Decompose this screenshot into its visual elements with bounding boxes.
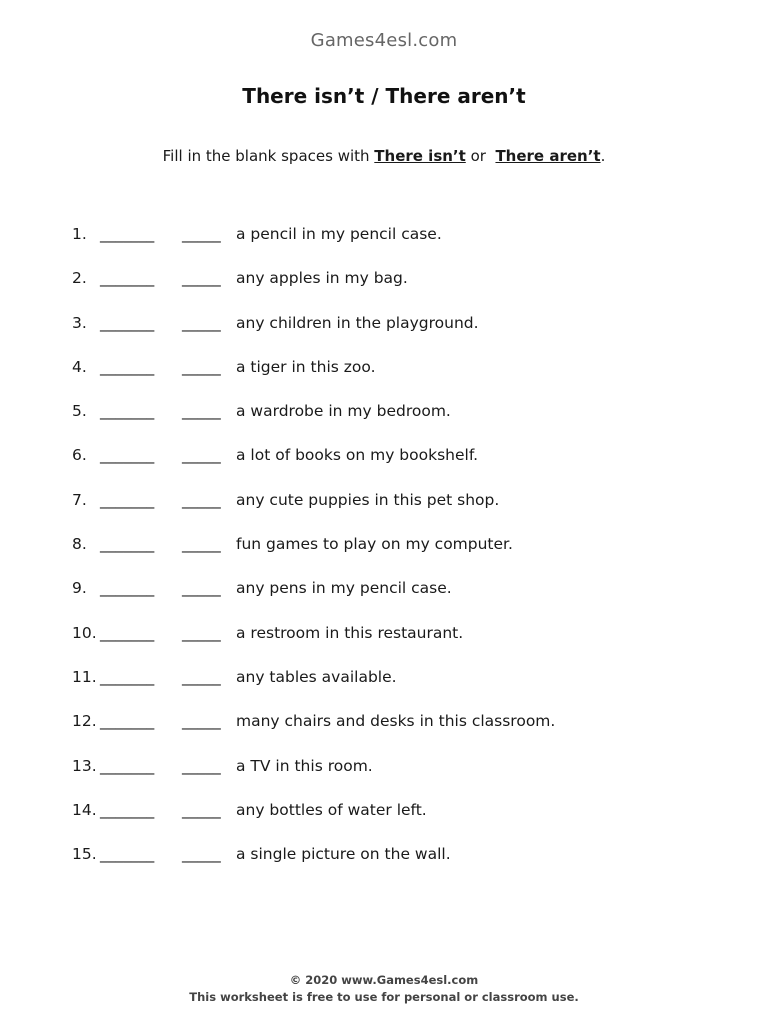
answer-blank-2: _____ [182,357,221,376]
answer-blank-2: _____ [182,225,221,243]
answer-blank-1: _______ [100,225,155,243]
question-list [72,225,555,889]
answer-blank-2: _____ [182,269,221,288]
answer-blank-1: _______ [100,357,155,376]
question-number: 5. [72,402,87,421]
footer-copyright: © 2020 www.Games4esl.com [289,973,479,987]
instructions-middle: or [465,147,496,165]
question-item [72,491,555,535]
answer-blank-1: _______ [100,712,155,731]
question-item [72,535,555,579]
answer-blank-2: _____ [182,756,221,775]
answer-blank-1: _______ [100,579,155,598]
question-item [72,624,555,668]
answer-blank-1: _______ [100,623,155,642]
question-number: 6. [72,446,87,465]
instructions-option-there-arent: There aren’t [495,147,601,165]
question-item [72,579,555,623]
question-text: a lot of books on my bookshelf. [236,446,479,465]
question-text: any tables available. [236,667,397,686]
question-number: 13. [72,756,97,775]
question-text: many chairs and desks in this classroom. [236,712,556,731]
question-text: a pencil in my pencil case. [236,225,442,243]
question-item [72,757,555,801]
answer-blank-1: _______ [100,667,155,686]
answer-blank-1: _______ [100,269,155,288]
question-text: a TV in this room. [236,756,373,775]
answer-blank-2: _____ [182,800,221,819]
answer-blank-1: _______ [100,402,155,421]
site-header: Games4esl.com [310,30,458,51]
footer-notice: This worksheet is free to use for personal or classroom use. [189,990,579,1004]
answer-blank-1: _______ [100,535,155,554]
question-text: a single picture on the wall. [236,845,451,864]
question-item [72,225,555,269]
question-number: 1. [72,225,87,243]
footer [0,972,768,1006]
question-text: fun games to play on my computer. [236,535,513,554]
answer-blank-2: _____ [182,845,221,864]
question-item [72,712,555,756]
question-item [72,269,555,313]
answer-blank-2: _____ [182,402,221,421]
question-item [72,358,555,402]
question-text: a tiger in this zoo. [236,357,376,376]
answer-blank-2: _____ [182,623,221,642]
question-item [72,402,555,446]
answer-blank-2: _____ [182,579,221,598]
answer-blank-2: _____ [182,535,221,554]
question-number: 2. [72,269,87,288]
answer-blank-1: _______ [100,845,155,864]
question-number: 10. [72,623,97,642]
question-text: a restroom in this restaurant. [236,623,464,642]
question-text: a wardrobe in my bedroom. [236,402,451,421]
answer-blank-2: _____ [182,712,221,731]
question-number: 8. [72,535,87,554]
instructions-prefix: Fill in the blank spaces with [162,147,375,165]
answer-blank-1: _______ [100,800,155,819]
instructions [0,147,768,165]
worksheet-title: There isn’t / There aren’t [242,84,526,108]
answer-blank-1: _______ [100,756,155,775]
question-text: any cute puppies in this pet shop. [236,490,500,509]
answer-blank-2: _____ [182,313,221,332]
question-item [72,801,555,845]
question-number: 7. [72,490,87,509]
question-text: any children in the playground. [236,313,479,332]
question-item [72,446,555,490]
instructions-suffix: . [600,147,606,165]
question-number: 3. [72,313,87,332]
answer-blank-1: _______ [100,313,155,332]
question-number: 14. [72,800,97,819]
question-number: 11. [72,667,97,686]
answer-blank-2: _____ [182,490,221,509]
question-number: 4. [72,357,87,376]
question-number: 12. [72,712,97,731]
question-number: 9. [72,579,87,598]
question-item [72,668,555,712]
question-text: any bottles of water left. [236,800,427,819]
question-number: 15. [72,845,97,864]
answer-blank-2: _____ [182,667,221,686]
question-text: any pens in my pencil case. [236,579,452,598]
answer-blank-2: _____ [182,446,221,465]
question-item [72,845,555,889]
question-text: any apples in my bag. [236,269,408,288]
question-item [72,314,555,358]
answer-blank-1: _______ [100,446,155,465]
instructions-option-there-isnt: There isn’t [374,147,466,165]
answer-blank-1: _______ [100,490,155,509]
